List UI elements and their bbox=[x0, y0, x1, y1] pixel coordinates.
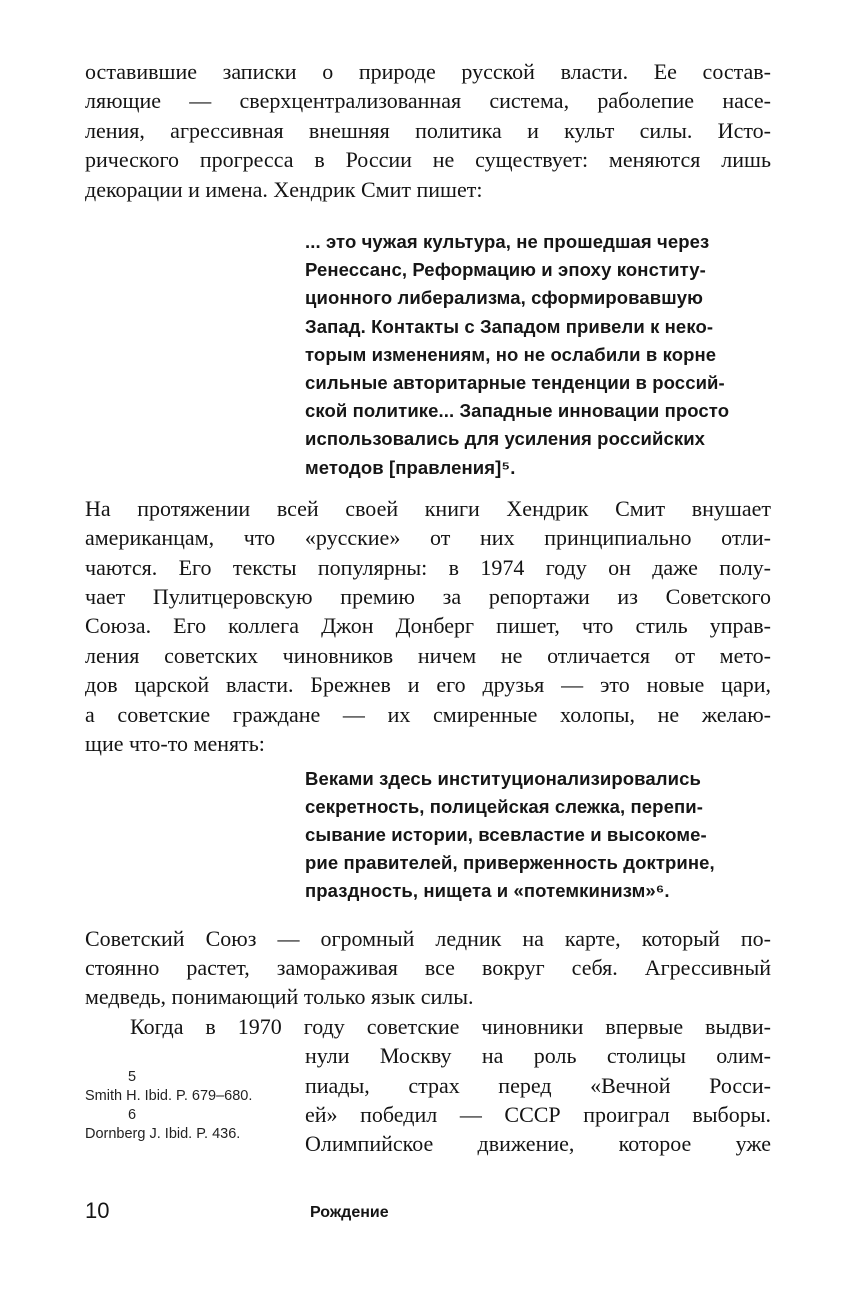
footnotes-block bbox=[85, 1041, 305, 1159]
text-line: ления советских чиновников ничем не отличается от мето- bbox=[85, 642, 771, 668]
text-line: Союза. Его коллега Джон Донберг пишет, что стиль управ- bbox=[85, 613, 771, 639]
footnote-reference: Dornberg J. Ibid. P. 436. bbox=[85, 1125, 241, 1142]
page-body bbox=[85, 57, 771, 1159]
text-line: медведь, понимающий только язык силы. bbox=[85, 984, 474, 1010]
text-line: торым изменениям, но не ослабили в корне bbox=[305, 343, 717, 365]
footnote-wrap-row bbox=[85, 1041, 771, 1159]
text-line: декорации и имена. Хендрик Смит пишет: bbox=[85, 176, 483, 202]
text-line: Когда в 1970 году советские чиновники впервые выдви- bbox=[130, 1013, 771, 1039]
text-line: оставившие записки о природе русской власти. Ее состав- bbox=[85, 59, 771, 84]
page-number: 10 bbox=[85, 1198, 110, 1223]
text-line: чаются. Его тексты популярны: в 1974 году он даже полу- bbox=[85, 554, 771, 580]
text-line: щие что-то менять: bbox=[85, 731, 265, 757]
paragraph-3 bbox=[85, 924, 771, 1012]
text-line: американцам, что «русские» от них принципиально отли- bbox=[85, 525, 771, 551]
footnote-number: 6 bbox=[128, 1107, 137, 1124]
text-line: нули Москву на роль столицы олим- bbox=[305, 1043, 771, 1069]
footnote-5 bbox=[85, 1068, 305, 1105]
text-line: чает Пулитцеровскую премию за репортажи из Советского bbox=[85, 584, 771, 610]
paragraph-1 bbox=[85, 57, 771, 204]
text-line: секретность, полицейская слежка, перепи- bbox=[305, 795, 703, 817]
text-line: стоянно растет, замораживая все вокруг себя. Агрессивный bbox=[85, 954, 771, 980]
paragraph-4-start bbox=[85, 1012, 771, 1041]
paragraph-2 bbox=[85, 494, 771, 759]
text-line: ционного либерализма, сформировавшую bbox=[305, 287, 704, 309]
text-line: Ренессанс, Реформацию и эпоху конститу- bbox=[305, 259, 706, 281]
blockquote-smith bbox=[305, 228, 757, 482]
footnote-6 bbox=[85, 1106, 305, 1143]
text-line: использовались для усиления российских bbox=[305, 428, 706, 450]
running-title: Рождение bbox=[310, 1204, 389, 1221]
footnote-number: 5 bbox=[128, 1069, 137, 1086]
text-line: методов [правления]⁵. bbox=[305, 456, 516, 478]
text-line: На протяжении всей своей книги Хендрик Смит внушает bbox=[85, 495, 771, 521]
text-line: Олимпийское движение, которое уже bbox=[305, 1131, 771, 1157]
text-line: дов царской власти. Брежнев и его друзья — это новые цари, bbox=[85, 672, 771, 698]
paragraph-4-continued bbox=[305, 1041, 771, 1159]
text-line: ей» победил — СССР проиграл выборы. bbox=[305, 1101, 771, 1127]
text-line: сывание истории, всевластие и высокоме- bbox=[305, 823, 707, 845]
text-line: ляющие — сверхцентрализованная система, раболепие насе- bbox=[85, 88, 771, 114]
text-line: ... это чужая культура, не прошедшая через bbox=[305, 231, 710, 253]
text-line: пиады, страх перед «Вечной Росси- bbox=[305, 1072, 771, 1098]
footnote-reference: Smith H. Ibid. P. 679–680. bbox=[85, 1087, 253, 1104]
text-line: а советские граждане — их смиренные холопы, не желаю- bbox=[85, 701, 771, 727]
text-line: Веками здесь институционализировались bbox=[305, 767, 701, 789]
blockquote-dornberg bbox=[305, 765, 757, 906]
text-line: рие правителей, приверженность доктрине, bbox=[305, 852, 715, 874]
text-line: сильные авторитарные тенденции в россий- bbox=[305, 372, 725, 394]
text-line: ской политике... Западные инновации просто bbox=[305, 400, 730, 422]
text-line: Советский Союз — огромный ледник на карте, который по- bbox=[85, 925, 771, 951]
text-line: рического прогресса в России не существует: меняются лишь bbox=[85, 147, 771, 173]
text-line: праздность, нищета и «потемкинизм»⁶. bbox=[305, 880, 670, 902]
text-line: ления, агрессивная внешняя политика и культ силы. Исто- bbox=[85, 117, 771, 143]
text-line: Запад. Контакты с Западом привели к неко- bbox=[305, 315, 714, 337]
